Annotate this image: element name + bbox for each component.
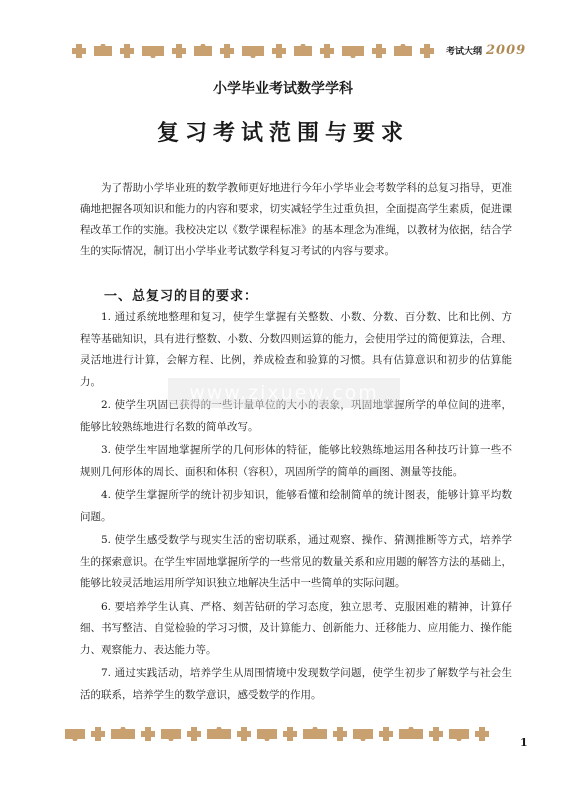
page-number: 1 [520, 736, 528, 749]
list-item: 2. 使学生巩固已获得的一些计量单位的大小的表象，巩固地掌握所学的单位间的进率，能够比较熟练地进行名数的简单改写。 [80, 399, 512, 433]
list-item: 7. 通过实践活动，培养学生从周围情境中发现数学问题，使学生初步了解数学与社会生活的联系，培养学生的数学意识，感受数学的作用。 [80, 667, 512, 701]
document-subtitle: 小学毕业考试数学学科 [213, 81, 353, 97]
intro-paragraph: 为了帮助小学毕业班的数学教师更好地进行今年小学毕业会考数学科的总复习指导，更准确地把握各项知识和能力的内容和要求，切实减轻学生过重负担，全面提高学生素质，促进课程改革工作的实施。我校决定以《数学课程标准》的基本理念为准绳，以教材为依据，结合学生的实际情况，制订出小学毕业考试数学科复习考试的内容与要求。 [80, 182, 512, 257]
watermark: www.zixuew.com [168, 378, 400, 408]
top-puzzle-band-icon [72, 44, 444, 58]
list-item: 6. 要培养学生认真、严格、刻苦钻研的学习态度，独立思考、克服困难的精神，计算仔细、书写整洁、自觉检验的学习习惯，及计算能力、创新能力、迁移能力、应用能力、操作能力、观察能力、表达能力等。 [80, 600, 512, 656]
section-heading: 一、总复习的目的要求： [104, 289, 259, 304]
header-label: 考试大纲 [446, 47, 483, 57]
header-year: 2009 [486, 43, 527, 58]
bottom-puzzle-band-icon [65, 727, 505, 741]
header-tag [446, 43, 526, 59]
list-item: 1. 通过系统地整理和复习，使学生掌握有关整数、小数、分数、百分数、比和比例、方程等基础知识，具有进行整数、小数、分数四则运算的能力，会使用学过的简便算法，合理、灵活地进行计算，会解方程、比例，养成检查和验算的习惯。具有估算意识和初步的估算能力。 [80, 311, 512, 388]
list-item: 3. 使学生牢固地掌握所学的几何形体的特征，能够比较熟练地运用各种技巧计算一些不规则几何形体的周长、面积和体积（容积），巩固所学的简单的画图、测量等技能。 [80, 444, 512, 478]
document-title: 复习考试范围与要求 [156, 121, 409, 146]
list-item: 4. 使学生掌握所学的统计初步知识，能够看懂和绘制简单的统计图表，能够计算平均数问题。 [80, 489, 512, 523]
requirements-list [80, 307, 512, 708]
list-item: 5. 使学生感受数学与现实生活的密切联系，通过观察、操作、猜测推断等方式，培养学生的探索意识。在学生牢固地掌握所学的一些常见的数量关系和应用题的解答方法的基础上，能够比较灵活地运用所学知识独立地解决生活中一些简单的实际问题。 [80, 534, 512, 589]
